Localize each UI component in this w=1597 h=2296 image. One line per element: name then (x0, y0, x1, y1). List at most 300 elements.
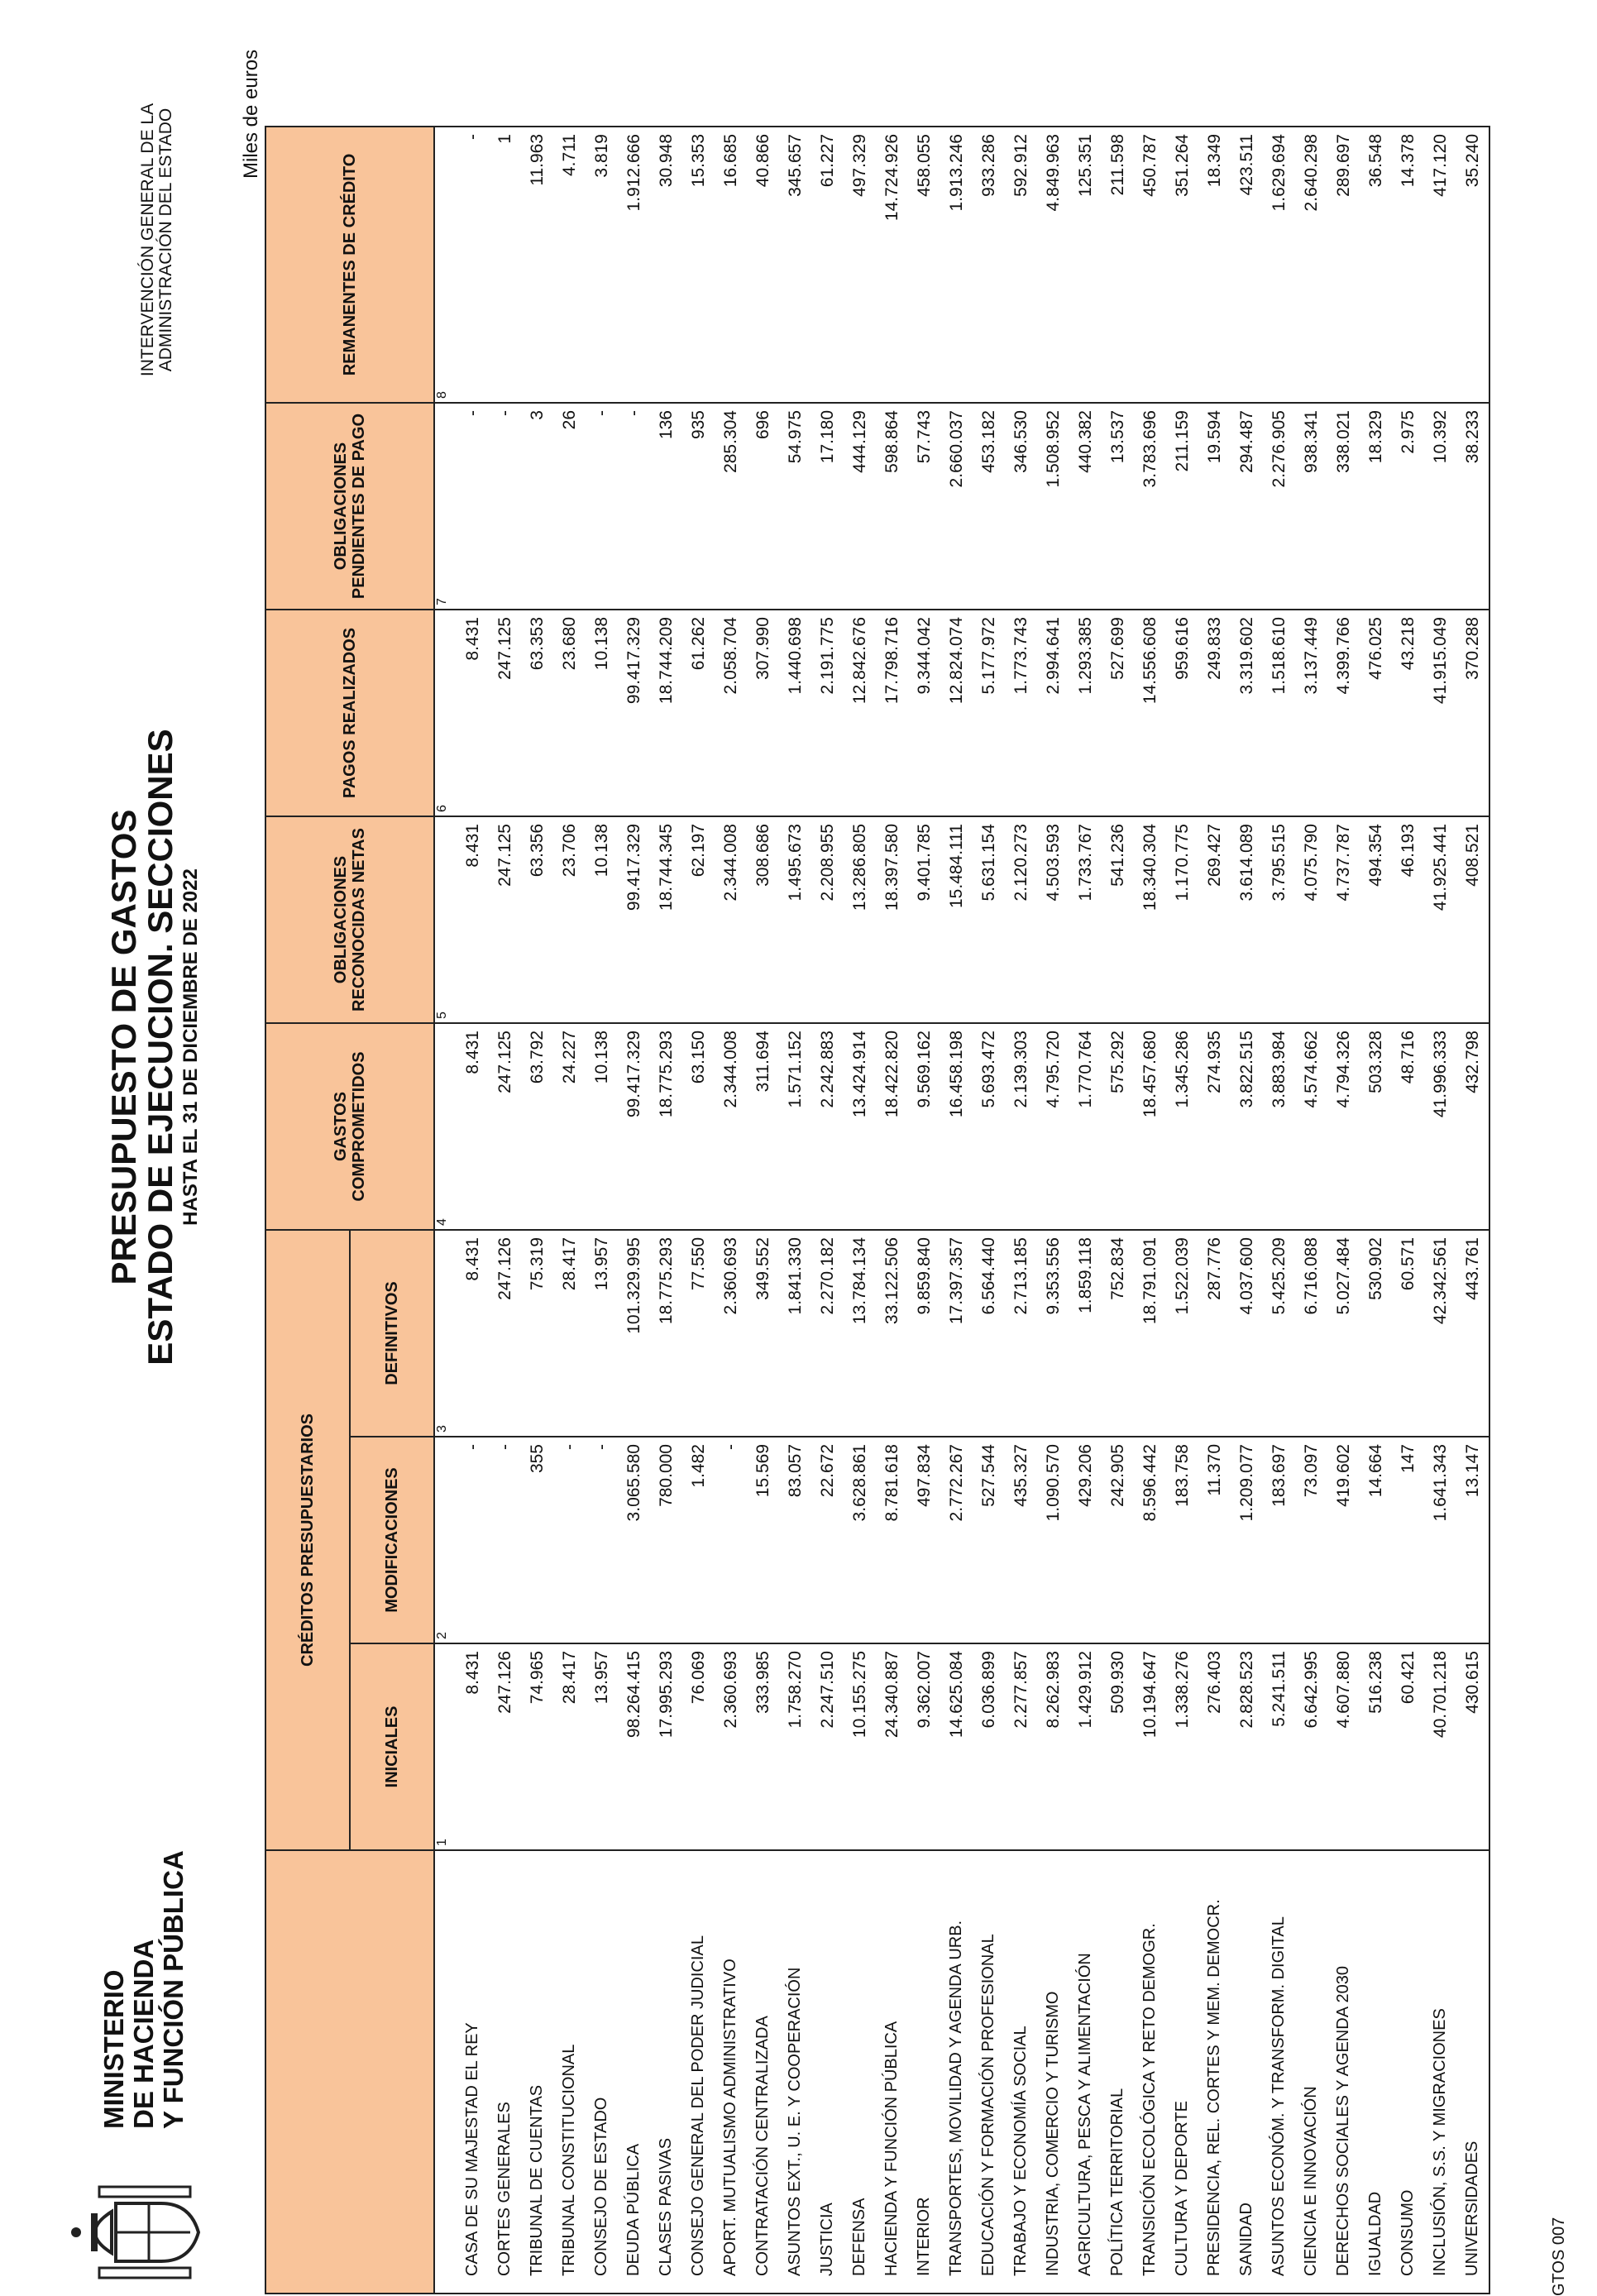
amount-cell: 3.822.515 (1231, 1023, 1263, 1230)
amount-cell: 497.329 (844, 127, 876, 403)
amount-cell: 147 (1392, 1437, 1424, 1643)
section-name-cell: EDUCACIÓN Y FORMACIÓN PROFESIONAL (973, 1850, 1005, 2294)
ministry-line-1: MINISTERIO (98, 1969, 129, 2129)
section-name-cell: CORTES GENERALES (489, 1850, 521, 2294)
amount-cell: 2.772.267 (940, 1437, 973, 1643)
column-number-blank (434, 1850, 457, 2294)
amount-cell: 18.329 (1360, 403, 1392, 610)
table-row (779, 127, 811, 2294)
amount-cell: 444.129 (844, 403, 876, 610)
amount-cell: 3.319.602 (1231, 610, 1263, 816)
amount-cell: 77.550 (682, 1230, 715, 1437)
column-number: 2 (434, 1437, 457, 1643)
section-name-cell: JUSTICIA (811, 1850, 844, 2294)
amount-cell: 249.833 (1198, 610, 1231, 816)
section-name-cell: CONSEJO DE ESTADO (586, 1850, 618, 2294)
table-row (553, 127, 586, 2294)
amount-cell: 17.995.293 (650, 1643, 682, 1850)
section-name-cell: CULTURA Y DEPORTE (1166, 1850, 1198, 2294)
amount-cell: 13.147 (1456, 1437, 1489, 1643)
amount-cell: 2.242.883 (811, 1023, 844, 1230)
table-row (1231, 127, 1263, 2294)
amount-cell: 2.139.303 (1005, 1023, 1037, 1230)
amount-cell: 527.699 (1102, 610, 1134, 816)
amount-cell: 1.522.039 (1166, 1230, 1198, 1437)
amount-cell: 450.787 (1134, 127, 1166, 403)
amount-cell: 17.397.357 (940, 1230, 973, 1437)
section-name-cell: POLÍTICA TERRITORIAL (1102, 1850, 1134, 2294)
igae-line-2: ADMINISTRACIÓN DEL ESTADO (156, 108, 175, 372)
section-name-cell: ASUNTOS ECONÓM. Y TRANSFORM. DIGITAL (1263, 1850, 1295, 2294)
units-label: Miles de euros (240, 49, 262, 179)
amount-cell: 24.227 (553, 1023, 586, 1230)
amount-cell: 13.784.134 (844, 1230, 876, 1437)
amount-cell: 22.672 (811, 1437, 844, 1643)
amount-cell: 4.574.662 (1295, 1023, 1327, 1230)
amount-cell: 458.055 (908, 127, 940, 403)
section-name-cell: IGUALDAD (1360, 1850, 1392, 2294)
amount-cell: 10.138 (586, 1023, 618, 1230)
amount-cell: 17.180 (811, 403, 844, 610)
table-row (1134, 127, 1166, 2294)
amount-cell: 289.697 (1327, 127, 1360, 403)
amount-cell: 83.057 (779, 1437, 811, 1643)
table-body (434, 127, 1489, 2294)
amount-cell: 242.905 (1102, 1437, 1134, 1643)
amount-cell: 13.537 (1102, 403, 1134, 610)
report-date: HASTA EL 31 DE DICIEMBRE DE 2022 (179, 868, 202, 1226)
amount-cell: 41.996.333 (1424, 1023, 1456, 1230)
amount-cell: 2.344.008 (715, 816, 747, 1023)
amount-cell: 3.883.984 (1263, 1023, 1295, 1230)
section-name-cell: CLASES PASIVAS (650, 1850, 682, 2294)
section-name-cell: INDUSTRIA, COMERCIO Y TURISMO (1037, 1850, 1069, 2294)
section-name-cell: HACIENDA Y FUNCIÓN PÚBLICA (876, 1850, 908, 2294)
table-row (521, 127, 553, 2294)
amount-cell: 57.743 (908, 403, 940, 610)
table-row (1069, 127, 1102, 2294)
amount-cell: 294.487 (1231, 403, 1263, 610)
amount-cell: 1.841.330 (779, 1230, 811, 1437)
amount-cell: 509.930 (1102, 1643, 1134, 1850)
amount-cell: 99.417.329 (618, 1023, 650, 1230)
amount-cell: 443.761 (1456, 1230, 1489, 1437)
amount-cell: 4.037.600 (1231, 1230, 1263, 1437)
amount-cell: 14.378 (1392, 127, 1424, 403)
amount-cell: 346.530 (1005, 403, 1037, 610)
footer-code: GTOS 007 (1550, 2217, 1568, 2296)
amount-cell: 408.521 (1456, 816, 1489, 1023)
amount-cell: 73.097 (1295, 1437, 1327, 1643)
amount-cell: 2.191.775 (811, 610, 844, 816)
amount-cell: 9.362.007 (908, 1643, 940, 1850)
table-row (1456, 127, 1489, 2294)
amount-cell: 1.913.246 (940, 127, 973, 403)
amount-cell: 13.957 (586, 1643, 618, 1850)
amount-cell: - (457, 1437, 489, 1643)
igae-line-1: INTERVENCIÓN GENERAL DE LA (138, 103, 157, 377)
amount-cell: 10.138 (586, 610, 618, 816)
column-number: 7 (434, 403, 457, 610)
amount-cell: 8.596.442 (1134, 1437, 1166, 1643)
amount-cell: - (586, 403, 618, 610)
section-name-cell: CONSEJO GENERAL DEL PODER JUDICIAL (682, 1850, 715, 2294)
amount-cell: 10.155.275 (844, 1643, 876, 1850)
amount-cell: 3.137.449 (1295, 610, 1327, 816)
amount-cell: 18.397.580 (876, 816, 908, 1023)
table-row (876, 127, 908, 2294)
amount-cell: 63.353 (521, 610, 553, 816)
table-row (1166, 127, 1198, 2294)
amount-cell: 60.571 (1392, 1230, 1424, 1437)
table-row (1392, 127, 1424, 2294)
section-name-cell: UNIVERSIDADES (1456, 1850, 1489, 2294)
header-gastos-comprometidos: GASTOS COMPROMETIDOS (265, 1023, 434, 1230)
table-row (457, 127, 489, 2294)
amount-cell: 42.342.561 (1424, 1230, 1456, 1437)
amount-cell: - (553, 1437, 586, 1643)
amount-cell: 5.631.154 (973, 816, 1005, 1023)
amount-cell: 285.304 (715, 403, 747, 610)
column-number: 8 (434, 127, 457, 403)
amount-cell: 1.345.286 (1166, 1023, 1198, 1230)
amount-cell: 18.775.293 (650, 1023, 682, 1230)
amount-cell: 10.392 (1424, 403, 1456, 610)
report-title: PRESUPUESTO DE GASTOS (104, 809, 143, 1285)
amount-cell: 1.770.764 (1069, 1023, 1102, 1230)
amount-cell: 1.170.775 (1166, 816, 1198, 1023)
table-row (1037, 127, 1069, 2294)
amount-cell: 345.657 (779, 127, 811, 403)
amount-cell: 26 (553, 403, 586, 610)
amount-cell: 959.616 (1166, 610, 1198, 816)
ministry-line-2: DE HACIENDA (128, 1939, 159, 2129)
amount-cell: 38.233 (1456, 403, 1489, 610)
amount-cell: 423.511 (1231, 127, 1263, 403)
amount-cell: 2.660.037 (940, 403, 973, 610)
amount-cell: 307.990 (747, 610, 779, 816)
amount-cell: 1.429.912 (1069, 1643, 1102, 1850)
column-number: 3 (434, 1230, 457, 1437)
table-row (1198, 127, 1231, 2294)
amount-cell: 98.264.415 (618, 1643, 650, 1850)
column-number: 4 (434, 1023, 457, 1230)
report-title-block (106, 675, 203, 1419)
amount-cell: 60.421 (1392, 1643, 1424, 1850)
section-name-cell: ASUNTOS EXT., U. E. Y COOPERACIÓN (779, 1850, 811, 2294)
amount-cell: 4.075.790 (1295, 816, 1327, 1023)
amount-cell: 18.457.680 (1134, 1023, 1166, 1230)
table-row (1005, 127, 1037, 2294)
section-name-cell: SANIDAD (1231, 1850, 1263, 2294)
amount-cell: 276.403 (1198, 1643, 1231, 1850)
amount-cell: 18.744.209 (650, 610, 682, 816)
amount-cell: 183.697 (1263, 1437, 1295, 1643)
amount-cell: 23.680 (553, 610, 586, 816)
amount-cell: 99.417.329 (618, 610, 650, 816)
amount-cell: 1.912.666 (618, 127, 650, 403)
amount-cell: 23.706 (553, 816, 586, 1023)
amount-cell: 503.328 (1360, 1023, 1392, 1230)
amount-cell: 12.824.074 (940, 610, 973, 816)
amount-cell: 1 (489, 127, 521, 403)
header-obligaciones-reconocidas: OBLIGACIONES RECONOCIDAS NETAS (265, 816, 434, 1023)
table-row (940, 127, 973, 2294)
amount-cell: 30.948 (650, 127, 682, 403)
amount-cell: 311.694 (747, 1023, 779, 1230)
amount-cell: 308.686 (747, 816, 779, 1023)
amount-cell: 1.641.343 (1424, 1437, 1456, 1643)
amount-cell: 2.344.008 (715, 1023, 747, 1230)
amount-cell: 752.834 (1102, 1230, 1134, 1437)
amount-cell: 2.270.182 (811, 1230, 844, 1437)
amount-cell: 18.349 (1198, 127, 1231, 403)
amount-cell: 12.842.676 (844, 610, 876, 816)
amount-cell: 8.262.983 (1037, 1643, 1069, 1850)
amount-cell: 1.758.270 (779, 1643, 811, 1850)
amount-cell: 351.264 (1166, 127, 1198, 403)
amount-cell: 3.795.515 (1263, 816, 1295, 1023)
column-number: 1 (434, 1643, 457, 1850)
section-name-cell: INCLUSIÓN, S.S. Y MIGRACIONES (1424, 1850, 1456, 2294)
amount-cell: 338.021 (1327, 403, 1360, 610)
amount-cell: 13.286.805 (844, 816, 876, 1023)
budget-execution-table (265, 126, 1490, 2294)
section-name-cell: CIENCIA E INNOVACIÓN (1295, 1850, 1327, 2294)
igae-header (139, 66, 175, 414)
amount-cell: 3.819 (586, 127, 618, 403)
amount-cell: 440.382 (1069, 403, 1102, 610)
amount-cell: 1.773.743 (1005, 610, 1037, 816)
amount-cell: 2.994.641 (1037, 610, 1069, 816)
amount-cell: 349.552 (747, 1230, 779, 1437)
amount-cell: 8.431 (457, 1023, 489, 1230)
report-subtitle: ESTADO DE EJECUCION. SECCIONES (141, 729, 179, 1366)
amount-cell: 6.564.440 (973, 1230, 1005, 1437)
amount-cell: 2.828.523 (1231, 1643, 1263, 1850)
amount-cell: 14.556.608 (1134, 610, 1166, 816)
amount-cell: 74.965 (521, 1643, 553, 1850)
table-row (650, 127, 682, 2294)
amount-cell: 211.598 (1102, 127, 1134, 403)
amount-cell: 575.292 (1102, 1023, 1134, 1230)
table-row (844, 127, 876, 2294)
amount-cell: - (489, 1437, 521, 1643)
amount-cell: 430.615 (1456, 1643, 1489, 1850)
amount-cell: 780.000 (650, 1437, 682, 1643)
amount-cell: 76.069 (682, 1643, 715, 1850)
header-remanentes-credito: REMANENTES DE CRÉDITO (265, 127, 434, 403)
amount-cell: 35.240 (1456, 127, 1489, 403)
amount-cell: 494.354 (1360, 816, 1392, 1023)
table-row (1102, 127, 1134, 2294)
amount-cell: 429.206 (1069, 1437, 1102, 1643)
section-name-cell: APORT. MUTUALISMO ADMINISTRATIVO (715, 1850, 747, 2294)
section-name-cell: TRIBUNAL CONSTITUCIONAL (553, 1850, 586, 2294)
amount-cell: 4.711 (553, 127, 586, 403)
amount-cell: 63.792 (521, 1023, 553, 1230)
table-row (973, 127, 1005, 2294)
table-header (265, 127, 434, 2294)
amount-cell: 1.518.610 (1263, 610, 1295, 816)
amount-cell: - (618, 403, 650, 610)
table-row (682, 127, 715, 2294)
amount-cell: 43.218 (1392, 610, 1424, 816)
amount-cell: 9.859.840 (908, 1230, 940, 1437)
amount-cell: 419.602 (1327, 1437, 1360, 1643)
amount-cell: 40.866 (747, 127, 779, 403)
amount-cell: 530.902 (1360, 1230, 1392, 1437)
amount-cell: - (457, 127, 489, 403)
amount-cell: 1.440.698 (779, 610, 811, 816)
amount-cell: 370.288 (1456, 610, 1489, 816)
amount-cell: 16.685 (715, 127, 747, 403)
amount-cell: 1.859.118 (1069, 1230, 1102, 1437)
amount-cell: 4.795.720 (1037, 1023, 1069, 1230)
amount-cell: 269.427 (1198, 816, 1231, 1023)
amount-cell: 8.781.618 (876, 1437, 908, 1643)
table-row (715, 127, 747, 2294)
amount-cell: 6.716.088 (1295, 1230, 1327, 1437)
section-name-cell: DEFENSA (844, 1850, 876, 2294)
amount-cell: 2.360.693 (715, 1643, 747, 1850)
amount-cell: 19.594 (1198, 403, 1231, 610)
section-name-cell: AGRICULTURA, PESCA Y ALIMENTACIÓN (1069, 1850, 1102, 2294)
amount-cell: 527.544 (973, 1437, 1005, 1643)
amount-cell: 18.791.091 (1134, 1230, 1166, 1437)
table-row (1424, 127, 1456, 2294)
amount-cell: 3.614.089 (1231, 816, 1263, 1023)
amount-cell: 101.329.995 (618, 1230, 650, 1437)
amount-cell: 61.227 (811, 127, 844, 403)
section-name-cell: TRABAJO Y ECONOMÍA SOCIAL (1005, 1850, 1037, 2294)
amount-cell: 28.417 (553, 1643, 586, 1850)
amount-cell: 1.338.276 (1166, 1643, 1198, 1850)
amount-cell: 2.276.905 (1263, 403, 1295, 610)
header-modificaciones: MODIFICACIONES (350, 1437, 434, 1643)
amount-cell: 2.360.693 (715, 1230, 747, 1437)
amount-cell: 1.090.570 (1037, 1437, 1069, 1643)
column-number: 5 (434, 816, 457, 1023)
amount-cell: 10.194.647 (1134, 1643, 1166, 1850)
amount-cell: 355 (521, 1437, 553, 1643)
amount-cell: 125.351 (1069, 127, 1102, 403)
table-row (618, 127, 650, 2294)
amount-cell: 41.915.049 (1424, 610, 1456, 816)
amount-cell: 497.834 (908, 1437, 940, 1643)
amount-cell: 2.277.857 (1005, 1643, 1037, 1850)
amount-cell: 211.159 (1166, 403, 1198, 610)
amount-cell: 4.503.593 (1037, 816, 1069, 1023)
amount-cell: 10.138 (586, 816, 618, 1023)
amount-cell: 15.569 (747, 1437, 779, 1643)
amount-cell: 4.737.787 (1327, 816, 1360, 1023)
amount-cell: 41.925.441 (1424, 816, 1456, 1023)
amount-cell: 598.864 (876, 403, 908, 610)
amount-cell: 13.957 (586, 1230, 618, 1437)
amount-cell: 40.701.218 (1424, 1643, 1456, 1850)
amount-cell: 99.417.329 (618, 816, 650, 1023)
amount-cell: 63.150 (682, 1023, 715, 1230)
amount-cell: 1.495.673 (779, 816, 811, 1023)
amount-cell: 247.125 (489, 610, 521, 816)
amount-cell: 54.975 (779, 403, 811, 610)
amount-cell: - (489, 403, 521, 610)
section-name-cell: DERECHOS SOCIALES Y AGENDA 2030 (1327, 1850, 1360, 2294)
amount-cell: 1.293.385 (1069, 610, 1102, 816)
amount-cell: 696 (747, 403, 779, 610)
amount-cell: 2.713.185 (1005, 1230, 1037, 1437)
section-name-cell: TRANSPORTES, MOVILIDAD Y AGENDA URB. (940, 1850, 973, 2294)
table-row (586, 127, 618, 2294)
section-name-cell: CONSUMO (1392, 1850, 1424, 2294)
table-row (811, 127, 844, 2294)
amount-cell: 62.197 (682, 816, 715, 1023)
amount-cell: 18.775.293 (650, 1230, 682, 1437)
amount-cell: 247.125 (489, 1023, 521, 1230)
amount-cell: 28.417 (553, 1230, 586, 1437)
amount-cell: 5.425.209 (1263, 1230, 1295, 1437)
amount-cell: 453.182 (973, 403, 1005, 610)
amount-cell: 14.625.084 (940, 1643, 973, 1850)
amount-cell: 4.794.326 (1327, 1023, 1360, 1230)
amount-cell: 3.783.696 (1134, 403, 1166, 610)
amount-cell: 13.424.914 (844, 1023, 876, 1230)
amount-cell: 63.356 (521, 816, 553, 1023)
amount-cell: 8.431 (457, 1230, 489, 1437)
amount-cell: 1.629.694 (1263, 127, 1295, 403)
section-name-cell: TRIBUNAL DE CUENTAS (521, 1850, 553, 2294)
amount-cell: 935 (682, 403, 715, 610)
amount-cell: 287.776 (1198, 1230, 1231, 1437)
amount-cell: 933.286 (973, 127, 1005, 403)
amount-cell: 938.341 (1295, 403, 1327, 610)
amount-cell: 516.238 (1360, 1643, 1392, 1850)
amount-cell: 11.370 (1198, 1437, 1231, 1643)
amount-cell: 3 (521, 403, 553, 610)
ministry-name (99, 1850, 189, 2129)
amount-cell: - (715, 1437, 747, 1643)
amount-cell: 2.058.704 (715, 610, 747, 816)
amount-cell: 2.120.273 (1005, 816, 1037, 1023)
header-obligaciones-pendientes: OBLIGACIONES PENDIENTES DE PAGO (265, 403, 434, 610)
amount-cell: 3.065.580 (618, 1437, 650, 1643)
amount-cell: 6.036.899 (973, 1643, 1005, 1850)
amount-cell: 2.247.510 (811, 1643, 844, 1850)
spanish-coat-of-arms-icon (66, 2179, 207, 2286)
amount-cell: 3.628.861 (844, 1437, 876, 1643)
section-name-cell: INTERIOR (908, 1850, 940, 2294)
amount-cell: 48.716 (1392, 1023, 1424, 1230)
amount-cell: 24.340.887 (876, 1643, 908, 1850)
amount-cell: 541.236 (1102, 816, 1134, 1023)
section-name-cell: CASA DE SU MAJESTAD EL REY (457, 1850, 489, 2294)
amount-cell: - (457, 403, 489, 610)
amount-cell: 1.733.767 (1069, 816, 1102, 1023)
amount-cell: 14.664 (1360, 1437, 1392, 1643)
amount-cell: 16.458.198 (940, 1023, 973, 1230)
amount-cell: 2.975 (1392, 403, 1424, 610)
amount-cell: 36.548 (1360, 127, 1392, 403)
amount-cell: 1.571.152 (779, 1023, 811, 1230)
amount-cell: 61.262 (682, 610, 715, 816)
section-name-cell: CONTRATACIÓN CENTRALIZADA (747, 1850, 779, 2294)
amount-cell: 9.569.162 (908, 1023, 940, 1230)
amount-cell: 5.693.472 (973, 1023, 1005, 1230)
amount-cell: 4.849.963 (1037, 127, 1069, 403)
amount-cell: 247.126 (489, 1643, 521, 1850)
amount-cell: 5.177.972 (973, 610, 1005, 816)
